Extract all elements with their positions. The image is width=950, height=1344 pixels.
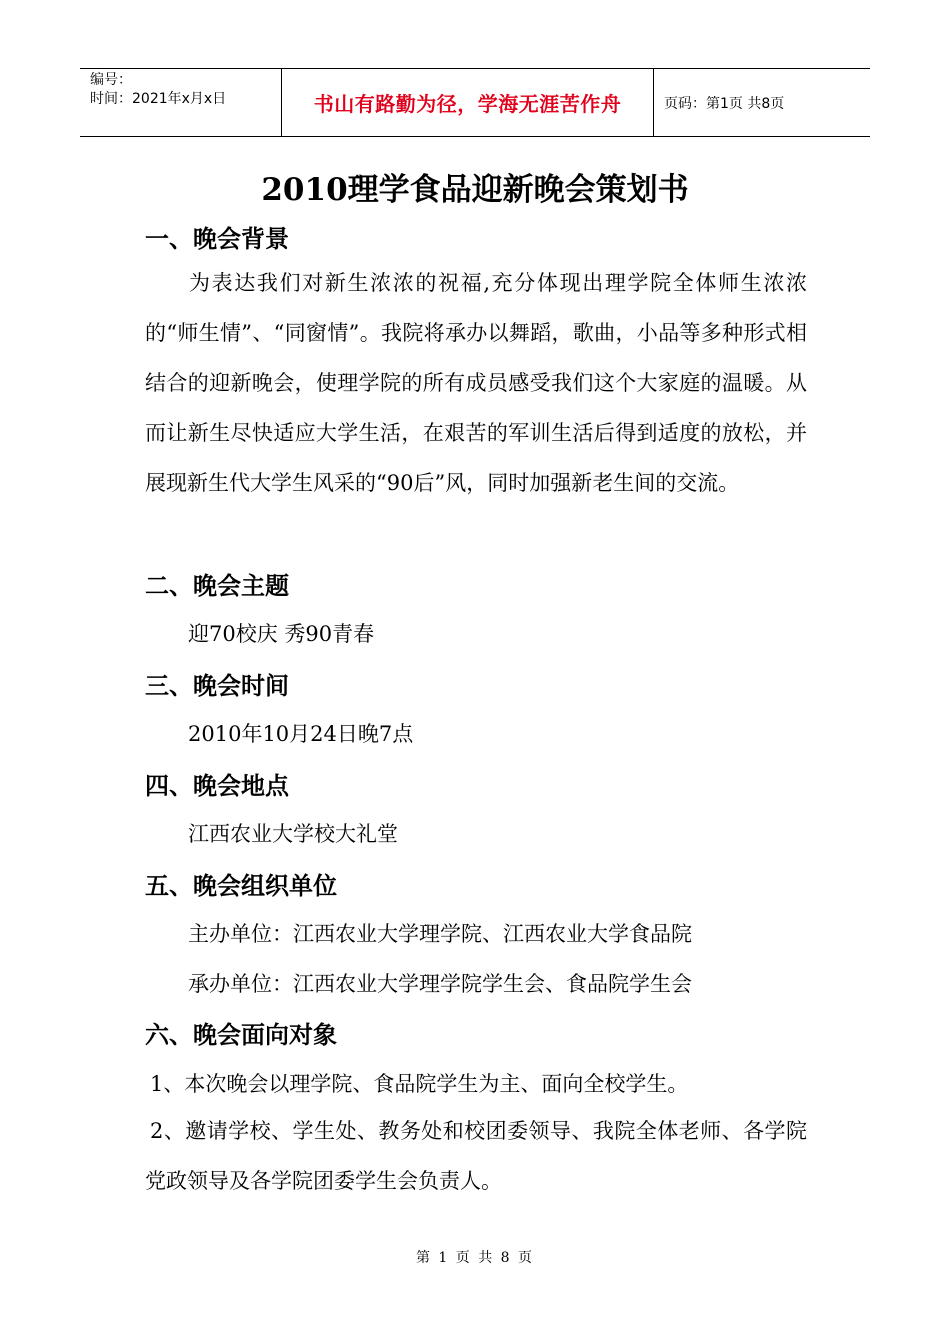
header-page-label: 页码：第1页 共8页	[664, 95, 785, 112]
number-label: 编号：	[90, 72, 132, 88]
undertaker-organizer: 承办单位：江西农业大学理学院学生会、食品院学生会	[188, 972, 692, 996]
document-title: 2010理学食品迎新晚会策划书	[261, 172, 689, 208]
time-text: 2010年10月24日晚7点	[188, 722, 414, 746]
place-text: 江西农业大学校大礼堂	[188, 822, 398, 846]
host-organizer: 主办单位：江西农业大学理学院、江西农业大学食品院	[188, 922, 692, 946]
heading-background: 一、晚会背景	[145, 225, 289, 253]
background-paragraph: 为表达我们对新生浓浓的祝福,充分体现出理学院全体师生浓浓的“师生情”、“同窗情”。我院将承办以舞蹈，歌曲，小品等多种形式相结合的迎新晚会，使理学院的所有成员感受我们这个大家庭的温暖。从而让新生尽快适应大学生活，在艰苦的军训生活后得到适度的放松，并展现新生代大学生风采的“90后”风，同时加强新老生间的交流。	[145, 271, 807, 495]
theme-text: 迎70校庆 秀90青春	[188, 622, 375, 646]
header-motto: 书山有路勤为径，学海无涯苦作舟	[282, 69, 654, 136]
heading-theme: 二、晚会主题	[145, 572, 289, 600]
header-meta	[80, 69, 282, 136]
audience-item-1: 1、本次晚会以理学院、食品院学生为主、面向全校学生。	[150, 1072, 689, 1096]
heading-time: 三、晚会时间	[145, 672, 289, 700]
heading-audience: 六、晚会面向对象	[145, 1021, 337, 1049]
document-header	[80, 68, 870, 137]
audience-item-2: 2、邀请学校、学生处、教务处和校团委领导、我院全体老师、各学院党政领导及各学院团委学生会负责人。	[145, 1119, 807, 1193]
page-footer: 第 1 页 共 8 页	[415, 1250, 535, 1266]
date-label: 时间：2021年x月x日	[90, 91, 227, 107]
heading-place: 四、晚会地点	[145, 772, 289, 800]
heading-organizers: 五、晚会组织单位	[145, 872, 337, 900]
